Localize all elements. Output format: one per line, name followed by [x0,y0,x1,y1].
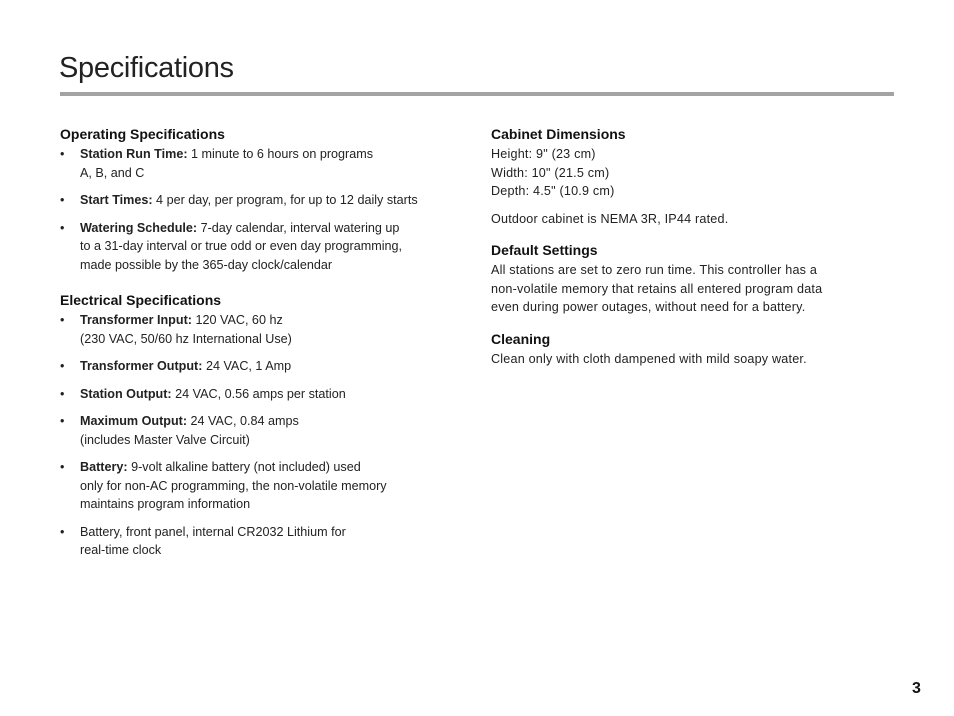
spec-item [60,219,460,275]
bullet-icon: • [60,220,65,235]
bullet-icon: • [60,414,65,428]
bullet-icon: • [60,386,65,401]
cabinet-dimensions: Height: 9" (23 cm) Width: 10" (21.5 cm) Depth: 4.5" (10.9 cm) [491,147,615,198]
electrical-list [60,311,460,560]
operating-heading: Operating Specifications [60,126,225,142]
left-column [60,126,460,578]
right-column [491,126,891,382]
spec-text: 24 VAC, 0.56 amps per station [171,386,346,401]
spec-label: Station Run Time: [80,147,188,161]
cleaning-section [491,331,891,369]
spec-item [60,458,460,514]
spec-item [60,412,460,449]
spec-text: 7-day calendar, interval watering up to a 31-day interval or true odd or even day programming, made possible by the 365-day clock/calendar [80,220,403,272]
page-title: Specifications [59,52,234,84]
spec-item [60,385,460,404]
page-number: 3 [912,680,921,697]
title-divider [60,92,894,96]
spec-label: Transformer Output: [80,359,203,373]
spec-item [60,357,460,376]
spec-item [60,311,460,348]
spec-label: Watering Schedule: [80,220,198,235]
operating-list [60,145,460,274]
bullet-icon: • [60,359,65,373]
spec-text: 4 per day, per program, for up to 12 daily starts [152,193,418,207]
bullet-icon: • [60,193,65,207]
cabinet-heading: Cabinet Dimensions [491,126,626,142]
spec-item [60,523,460,560]
bullet-icon: • [60,524,65,539]
spec-text: 24 VAC, 0.84 amps (includes Master Valve Circuit) [80,414,299,447]
spec-text: Battery, front panel, internal CR2032 Lithium for real-time clock [80,524,346,557]
spec-label: Transformer Input: [80,313,192,327]
spec-item [60,145,460,182]
spec-text: 120 VAC, 60 hz (230 VAC, 50/60 hz International Use) [80,313,292,346]
cabinet-section [491,126,891,228]
cabinet-note: Outdoor cabinet is NEMA 3R, IP44 rated. [491,211,729,226]
electrical-heading: Electrical Specifications [60,292,222,308]
spec-label: Maximum Output: [80,414,188,428]
spec-text: 1 minute to 6 hours on programs A, B, and C [80,147,374,180]
cleaning-text: Clean only with cloth dampened with mild soapy water. [491,351,807,366]
spec-label: Start Times: [80,193,153,207]
bullet-icon: • [60,313,65,327]
spec-label: Station Output: [80,386,172,401]
bullet-icon: • [60,147,65,161]
defaults-heading: Default Settings [491,242,598,258]
spec-text: 9-volt alkaline battery (not included) used only for non-AC programming, the non-volatile memory maintains program information [80,460,387,511]
defaults-text: All stations are set to zero run time. This controller has a non-volatile memory that retains all entered program data even during power outages, without need for a battery. [491,263,823,314]
defaults-section [491,242,891,317]
cleaning-heading: Cleaning [491,330,551,347]
spec-label: Battery: [80,460,128,474]
spec-text: 24 VAC, 1 Amp [202,359,292,373]
spec-item [60,191,460,210]
bullet-icon: • [60,460,65,474]
